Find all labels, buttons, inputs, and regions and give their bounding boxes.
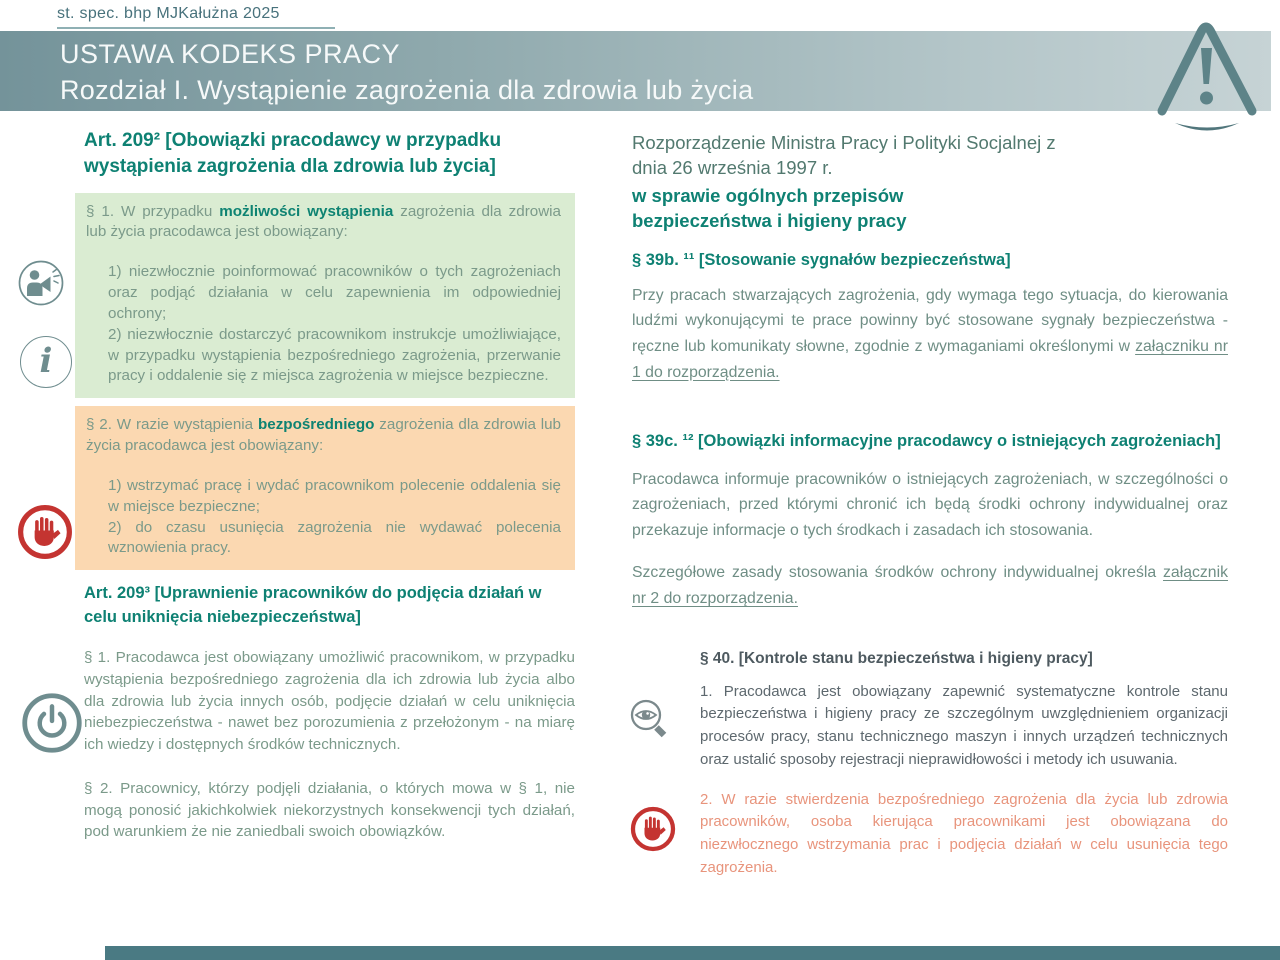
- regulation-subtitle: w sprawie ogólnych przepisów bezpieczeństwa i higieny pracy: [632, 184, 907, 231]
- stop-hand-icon: [630, 806, 676, 857]
- attachment-1-link[interactable]: załączniku nr 1 do rozporządzenia.: [632, 338, 1228, 381]
- stop-hand-icon: [17, 504, 73, 565]
- article-209-2-heading: Art. 209² [Obowiązki pracodawcy w przypadku wystąpienia zagrożenia dla zdrowia lub życia]: [84, 130, 502, 177]
- section-39c-heading: § 39c. ¹² [Obowiązki informacyjne pracodawcy o istniejących zagrożeniach]: [632, 432, 1221, 451]
- eye-magnifier-icon: [626, 696, 674, 751]
- page-title: USTAWA KODEKS PRACY: [60, 39, 401, 69]
- article-209-3-par-2: § 2. Pracownicy, którzy podjęli działania, o których mowa w § 1, nie mogą ponosić jakichkolwiek niekorzystnych konsekwencji tych działań, pod warunkiem że nie zaniedbali swoich obowiązków.: [84, 779, 575, 841]
- green-highlight-box: [75, 193, 575, 399]
- author-credit: st. spec. bhp MJKałużna 2025: [57, 5, 335, 29]
- list-item: 1) niezwłocznie poinformować pracowników o tych zagrożeniach oraz podjąć działania w celu zapewnienia im odpowiedniej ochrony;: [108, 263, 561, 322]
- list-item: 2) do czasu usunięcia zagrożenia nie wydawać polecenia wznowienia pracy.: [108, 518, 561, 557]
- right-column: [632, 131, 1228, 880]
- article-209-3-par-1: § 1. Pracodawca jest obowiązany umożliwić pracownikom, w przypadku wystąpienia bezpośredniego zagrożenia dla ich zdrowia lub życia albo dla zdrowia lub życia innych osób, podjęcie działań w celu uniknięcia niebezpieczeństwa - nawet bez porozumienia z przełożonym - na miarę ich wiedzy i dostępnych środków technicznych.: [84, 649, 575, 754]
- warning-triangle-icon: [1150, 10, 1264, 141]
- left-column: [75, 128, 575, 865]
- section-40-block: [632, 650, 1228, 880]
- power-icon: [21, 692, 83, 759]
- regulation-title: Rozporządzenie Ministra Pracy i Polityki Socjalnej z dnia 26 września 1997 r.: [632, 132, 1056, 178]
- section-40-par-1: 1. Pracodawca jest obowiązany zapewnić systematyczne kontrole stanu bezpieczeństwa i higieny pracy ze szczególnym uwzględnieniem organizacji procesów pracy, stanu technicznego maszyn i innych urządzeń technicznych oraz ustalić sposoby rejestracji nieprawidłowości i metody ich usuwania.: [700, 682, 1228, 768]
- section-39b-heading: § 39b. ¹¹ [Stosowanie sygnałów bezpieczeństwa]: [632, 250, 1011, 269]
- orange-highlight-box: [75, 406, 575, 570]
- section-39b-body: Przy pracach stwarzających zagrożenia, gdy wymaga tego sytuacja, do kierowania ludźmi wykonującymi te prace powinny być stosowane sygnały bezpieczeństwa - ręczne lub komunikaty słowne, zgodnie z wymaganiami określonymi w załączniku nr 1 do rozporządzenia.: [632, 286, 1228, 381]
- list-item: 2) niezwłocznie dostarczyć pracownikom instrukcje umożliwiające, w przypadku wystąpienia bezpośredniego zagrożenia, przerwanie pracy i oddalenie się z miejsca zagrożenia w miejsce bezpieczne.: [108, 325, 561, 385]
- list-item: 1) wstrzymać pracę i wydać pracownikom polecenie oddalenia się w miejsce bezpieczne;: [108, 476, 561, 515]
- section-40-par-2-warning: 2. W razie stwierdzenia bezpośredniego zagrożenia dla życia lub zdrowia pracowników, osoba kierująca pracownikami jest obowiązana do niezwłocznego wstrzymania prac i podjęcia działań w celu usunięcia tego zagrożenia.: [700, 790, 1228, 877]
- bottom-accent-bar: [105, 946, 1280, 960]
- attachment-2-link[interactable]: załącznik nr 2 do rozporządzenia.: [632, 564, 1228, 607]
- page-subtitle: Rozdział I. Wystąpienie zagrożenia dla zdrowia lub życia: [60, 75, 754, 105]
- section-39c-par-2: Szczegółowe zasady stosowania środków ochrony indywidualnej określa załącznik nr 2 do rozporządzenia.: [632, 564, 1228, 607]
- article-209-3-heading: Art. 209³ [Uprawnienie pracowników do podjęcia działań w celu uniknięcia niebezpieczeństwa]: [84, 584, 542, 626]
- section-40-heading: § 40. [Kontrole stanu bezpieczeństwa i higieny pracy]: [700, 649, 1093, 667]
- info-icon: i: [20, 336, 72, 388]
- title-banner: [0, 31, 1271, 111]
- section-39c-par-1: Pracodawca informuje pracowników o istniejących zagrożeniach, w szczególności o zagrożeniach, przed którymi chronić ich będą środki ochrony indywidualnej oraz przekazuje informacje o tych środkach i zasadach ich stosowania.: [632, 470, 1228, 539]
- paragraph-2-intro: § 2. W razie wystąpienia bezpośredniego zagrożenia dla zdrowia lub życia pracodawca jest obowiązany:: [86, 416, 562, 455]
- paragraph-1-intro: § 1. W przypadku możliwości wystąpienia zagrożenia dla zdrowia lub życia pracodawca jest obowiązany:: [86, 202, 561, 241]
- megaphone-person-icon: [18, 260, 64, 311]
